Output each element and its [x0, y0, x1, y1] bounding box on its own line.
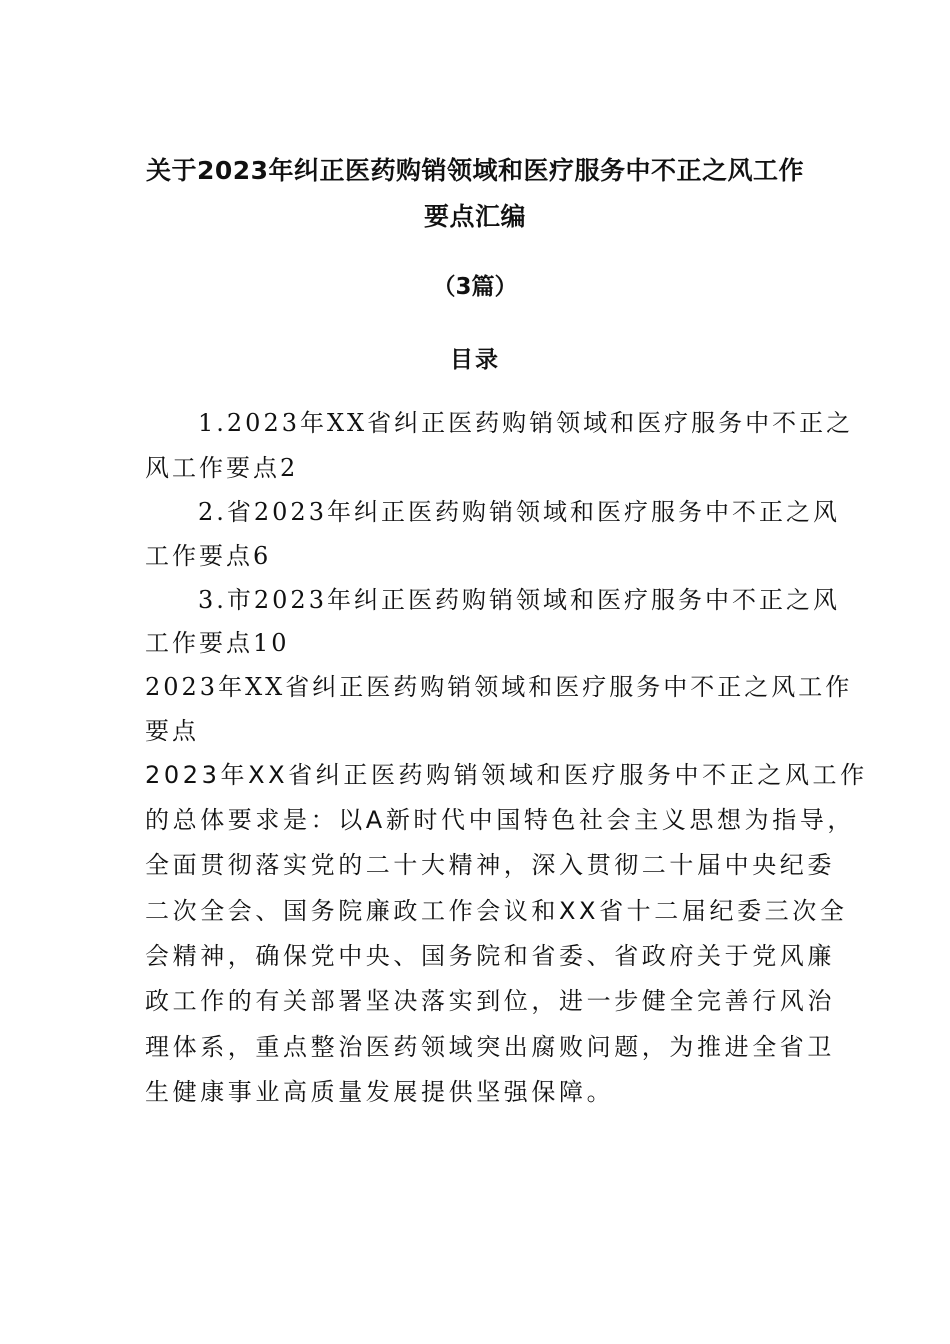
paragraph-line-8: 生健康事业高质量发展提供坚强保障。 [145, 1078, 615, 1106]
toc-entry-1-line-2[interactable]: 风工作要点2 [145, 454, 299, 482]
document-count-label: （3篇） [432, 274, 518, 300]
toc-entry-2-line-1[interactable]: 2.省2023年纠正医药购销领域和医疗服务中不正之风 [198, 498, 840, 526]
section-heading-line-2: 要点 [145, 717, 199, 745]
toc-entry-3-line-1[interactable]: 3.市2023年纠正医药购销领域和医疗服务中不正之风 [198, 586, 840, 614]
paragraph-line-1: 2023年XX省纠正医药购销领域和医疗服务中不正之风工作 [145, 761, 868, 789]
paragraph-line-7: 理体系，重点整治医药领域突出腐败问题，为推进全省卫 [145, 1033, 835, 1061]
toc-heading: 目录 [450, 347, 500, 373]
toc-entry-3-line-2[interactable]: 工作要点10 [145, 629, 290, 657]
paragraph-line-3: 全面贯彻落实党的二十大精神，深入贯彻二十届中央纪委 [145, 851, 835, 879]
paragraph-line-2: 的总体要求是：以A新时代中国特色社会主义思想为指导， [145, 806, 856, 834]
document-title-line-1: 关于2023年纠正医药购销领域和医疗服务中不正之风工作 [145, 156, 805, 185]
paragraph-line-6: 政工作的有关部署坚决落实到位，进一步健全完善行风治 [145, 987, 835, 1015]
paragraph-line-5: 会精神，确保党中央、国务院和省委、省政府关于党风廉 [145, 942, 835, 970]
section-heading-line-1: 2023年XX省纠正医药购销领域和医疗服务中不正之风工作 [145, 673, 853, 701]
toc-entry-2-line-2[interactable]: 工作要点6 [145, 542, 272, 570]
paragraph-line-4: 二次全会、国务院廉政工作会议和XX省十二届纪委三次全 [145, 897, 848, 925]
toc-entry-1-line-1[interactable]: 1.2023年XX省纠正医药购销领域和医疗服务中不正之 [198, 409, 854, 437]
document-title-line-2: 要点汇编 [423, 202, 526, 231]
